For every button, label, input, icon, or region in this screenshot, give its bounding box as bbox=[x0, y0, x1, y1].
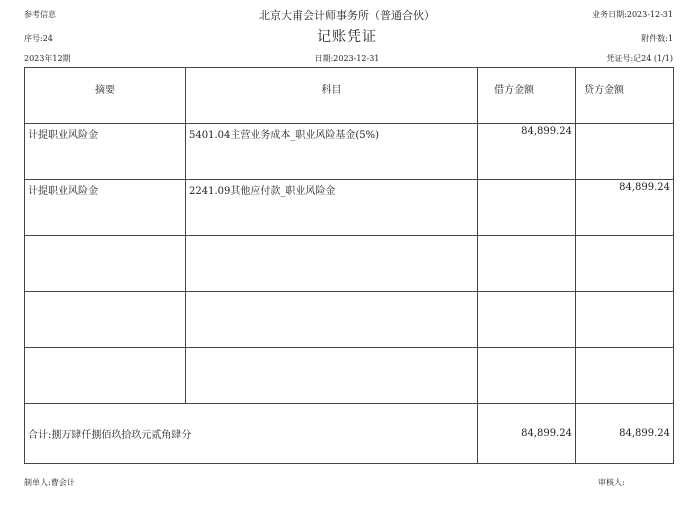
total-debit: 84,899.24 bbox=[478, 404, 576, 464]
reference-info-label: 参考信息 bbox=[24, 10, 56, 19]
sequence-number: 序号:24 bbox=[24, 34, 53, 43]
voucher-number: 凭证号:记24 (1/1) bbox=[606, 54, 673, 63]
row-credit-cell bbox=[576, 292, 674, 348]
page-title: 记账凭证 bbox=[317, 29, 377, 45]
row-summary-cell: 计提职业风险金 bbox=[25, 180, 186, 236]
table-row bbox=[25, 180, 674, 236]
column-header-credit: 贷方金额 bbox=[576, 68, 674, 124]
row-account-cell bbox=[186, 292, 478, 348]
row-debit-cell bbox=[478, 292, 576, 348]
table-header-row bbox=[25, 68, 674, 124]
row-summary-cell bbox=[25, 236, 186, 292]
column-header-account: 科目 bbox=[186, 68, 478, 124]
total-amount-in-words: 合计:捌万肆仟捌佰玖拾玖元贰角肆分 bbox=[25, 404, 478, 464]
table-row bbox=[25, 236, 674, 292]
row-account-cell: 2241.09其他应付款_职业风险金 bbox=[186, 180, 478, 236]
table-row bbox=[25, 124, 674, 180]
row-summary-cell bbox=[25, 292, 186, 348]
reviewer-label: 审核人: bbox=[598, 478, 625, 487]
preparer-label: 制单人:曹会计 bbox=[24, 478, 75, 487]
voucher-date: 日期:2023-12-31 bbox=[314, 54, 380, 63]
row-credit-cell bbox=[576, 348, 674, 404]
total-credit: 84,899.24 bbox=[576, 404, 674, 464]
row-debit-cell bbox=[478, 236, 576, 292]
row-credit-cell bbox=[576, 236, 674, 292]
table-row bbox=[25, 292, 674, 348]
row-account-cell bbox=[186, 348, 478, 404]
table-row bbox=[25, 348, 674, 404]
row-debit-cell bbox=[478, 348, 576, 404]
row-credit-cell bbox=[576, 124, 674, 180]
row-credit-cell: 84,899.24 bbox=[576, 180, 674, 236]
company-name: 北京大甫会计师事务所（普通合伙） bbox=[259, 9, 435, 22]
business-date: 业务日期:2023-12-31 bbox=[592, 10, 673, 19]
row-summary-cell: 计提职业风险金 bbox=[25, 124, 186, 180]
accounting-period: 2023年12期 bbox=[24, 54, 71, 63]
row-account-cell bbox=[186, 236, 478, 292]
column-header-summary: 摘要 bbox=[25, 68, 186, 124]
row-summary-cell bbox=[25, 348, 186, 404]
row-debit-cell: 84,899.24 bbox=[478, 124, 576, 180]
voucher-table bbox=[24, 67, 674, 464]
row-debit-cell bbox=[478, 180, 576, 236]
attachment-count: 附件数:1 bbox=[641, 34, 673, 43]
column-header-debit: 借方金额 bbox=[478, 68, 576, 124]
row-account-cell: 5401.04主营业务成本_职业风险基金(5%) bbox=[186, 124, 478, 180]
total-row bbox=[25, 404, 674, 464]
